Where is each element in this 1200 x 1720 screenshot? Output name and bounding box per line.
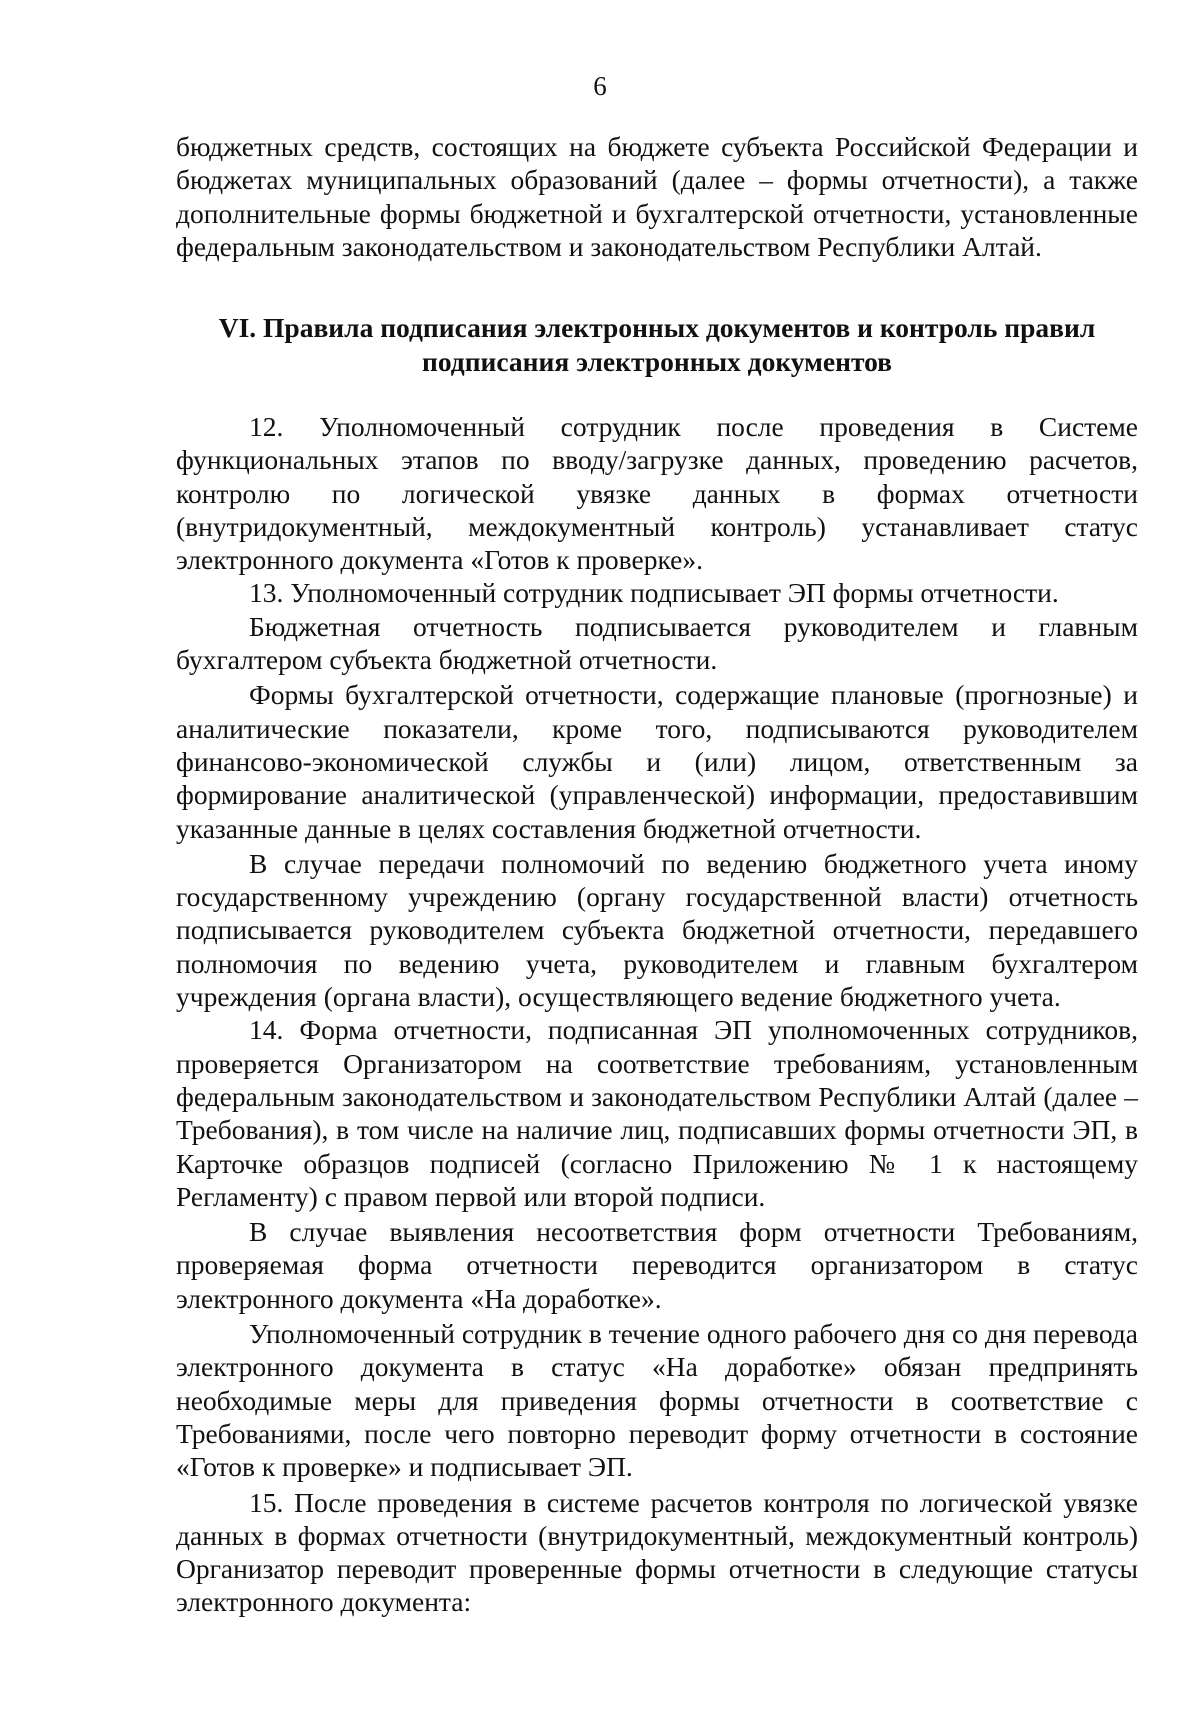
paragraph-14: 14. Форма отчетности, подписанная ЭП уполномоченных сотрудников, проверяется Организатором на соответствие требованиям, установленным федеральным законодательством и законодательством Республики Алтай (далее – Требования), в том числе на наличие лиц, подписавших формы отчетности ЭП, в Карточке образцов подписей (согласно Приложению № 1 к настоящему Регламенту) с правом первой или второй подписи.	[176, 1014, 1138, 1212]
paragraph-12: 12. Уполномоченный сотрудник после проведения в Системе функциональных этапов по вводу/загрузке данных, проведению расчетов, контролю по логической увязке данных в формах отчетности (внутридокументный, междокументный контроль) устанавливает статус электронного документа «Готов к проверке».	[176, 411, 1138, 576]
page-number: 6	[593, 71, 607, 101]
section-heading-line-1: VI. Правила подписания электронных документов и контроль правил	[218, 312, 1096, 343]
paragraph-13: 13. Уполномоченный сотрудник подписывает ЭП формы отчетности.	[249, 577, 1059, 609]
section-heading-line-2: подписания электронных документов	[421, 346, 893, 377]
paragraph-rework: Уполномоченный сотрудник в течение одного рабочего дня со дня перевода электронного документа в статус «На доработке» обязан предпринять необходимые меры для приведения формы отчетности в соответствие с Требованиями, после чего повторно переводит форму отчетности в состояние «Готов к проверке» и подписывает ЭП.	[176, 1318, 1138, 1483]
intro-text-block	[176, 130, 1138, 263]
section-heading	[176, 311, 1138, 379]
paragraph-budget-reporting: Бюджетная отчетность подписывается руководителем и главным бухгалтером субъекта бюджетной отчетности.	[176, 610, 1138, 676]
paragraph-transfer-of-powers: В случае передачи полномочий по ведению бюджетного учета иному государственному учреждению (органу государственной власти) отчетность подписывается руководителем субъекта бюджетной отчетности, передавшего полномочия по ведению учета, руководителем и главным бухгалтером учреждения (органа власти), осуществляющего ведение бюджетного учета.	[176, 847, 1138, 1013]
paragraph-nonconformity: В случае выявления несоответствия форм отчетности Требованиям, проверяемая форма отчетности переводится организатором в статус электронного документа «На доработке».	[176, 1216, 1138, 1314]
paragraph-15: 15. После проведения в системе расчетов контроля по логической увязке данных в формах отчетности (внутридокументный, междокументный контроль) Организатор переводит проверенные формы отчетности в следующие статусы электронного документа:	[176, 1486, 1138, 1618]
intro-paragraph: бюджетных средств, состоящих на бюджете субъекта Российской Федерации и бюджетах муниципальных образований (далее – формы отчетности), а также дополнительные формы бюджетной и бухгалтерской отчетности, установленные федеральным законодательством и законодательством Республики Алтай.	[176, 131, 1138, 262]
main-text-block	[176, 410, 1138, 1619]
paragraph-accounting-forms: Формы бухгалтерской отчетности, содержащие плановые (прогнозные) и аналитические показатели, кроме того, подписываются руководителем финансово-экономической службы и (или) лицом, ответственным за формирование аналитической (управленческой) информации, предоставившим указанные данные в целях составления бюджетной отчетности.	[176, 679, 1138, 844]
